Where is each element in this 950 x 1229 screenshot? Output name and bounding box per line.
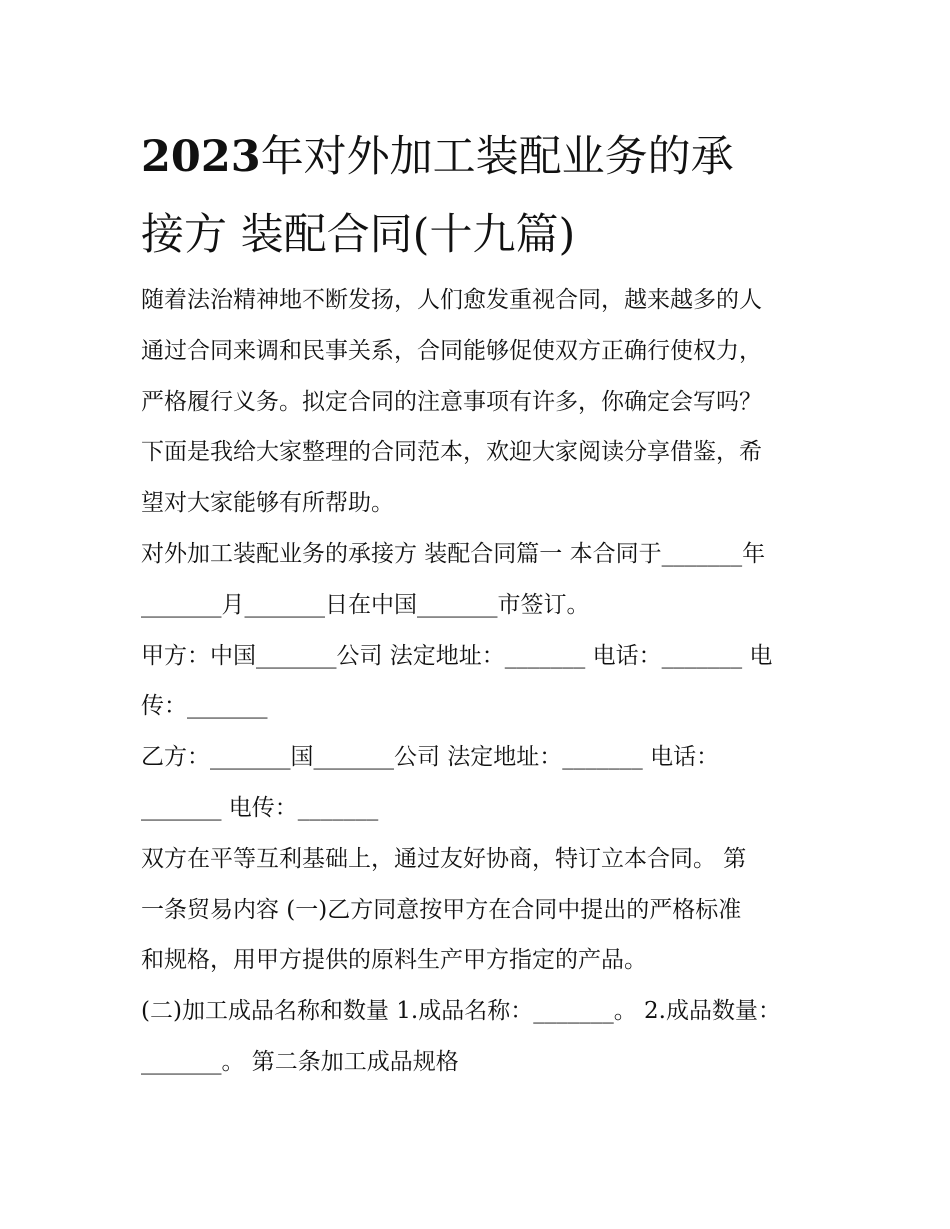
text-line: 随着法治精神地不断发扬，人们愈发重视合同，越来越多的人 (141, 287, 762, 313)
text-line: 甲方：中国_______公司 法定地址：_______ 电话：_______ 电 (141, 642, 773, 669)
text-line: 严格履行义务。拟定合同的注意事项有许多，你确定会写吗？ (141, 388, 762, 415)
paragraph (141, 631, 831, 733)
text-line: 一条贸易内容 (一)乙方同意按甲方在合同中提出的严格标准 (141, 896, 742, 923)
title-text: 年对外加工装配业务的承 (260, 132, 734, 182)
document-title (141, 118, 841, 274)
text-line: 对外加工装配业务的承接方 装配合同篇一 本合同于_______年 (141, 540, 766, 567)
document-body (141, 275, 831, 1088)
text-line: 传：_______ (141, 693, 268, 720)
title-line-2: 接方 装配合同(十九篇) (141, 210, 576, 260)
title-year: 2023 (141, 132, 261, 182)
text-line: _______月_______日在中国_______市签订。 (141, 591, 590, 618)
text-line: 望对大家能够有所帮助。 (141, 490, 394, 517)
text-line: 通过合同来调和民事关系，合同能够促使双方正确行使权力， (141, 337, 762, 364)
text-line: 和规格，用甲方提供的原料生产甲方指定的产品。 (141, 947, 647, 974)
text-line: 双方在平等互利基础上，通过友好协商，特订立本合同。 第 (141, 845, 747, 872)
text-line: (二)加工成品名称和数量 1.成品名称：_______。 2.成品数量： (141, 998, 781, 1025)
paragraph (141, 529, 831, 631)
paragraph (141, 986, 831, 1088)
text-line: _______。 第二条加工成品规格 (141, 1048, 459, 1075)
title-line-1 (141, 118, 841, 196)
text-line: _______ 电传：_______ (141, 794, 379, 821)
paragraph (141, 275, 831, 529)
text-line: 乙方：_______国_______公司 法定地址：_______ 电话： (141, 744, 720, 771)
paragraph (141, 732, 831, 834)
text-line: 下面是我给大家整理的合同范本，欢迎大家阅读分享借鉴，希 (141, 439, 762, 466)
paragraph (141, 834, 831, 986)
